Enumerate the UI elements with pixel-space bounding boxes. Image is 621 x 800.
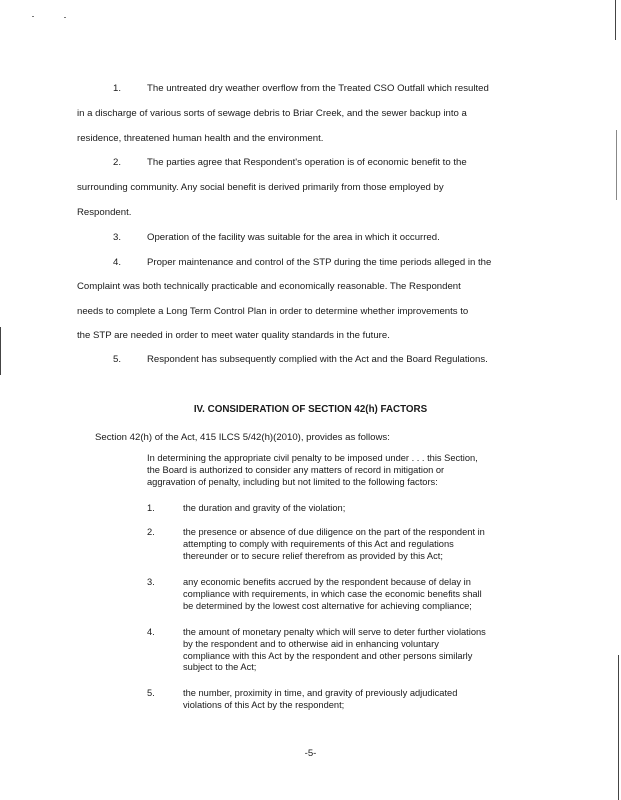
right-edge-mark (618, 655, 619, 800)
quote-intro (147, 453, 542, 488)
factor-line: the amount of monetary penalty which will serve to deter further violations (183, 627, 486, 637)
factor-text (183, 527, 543, 562)
intro-sentence: Section 42(h) of the Act, 415 ILCS 5/42(h)(2010), provides as follows: (95, 432, 390, 443)
factor-line: any economic benefits accrued by the respondent because of delay in (183, 577, 471, 587)
finding-text-line: needs to complete a Long Term Control Plan in order to determine whether improvements to (77, 306, 469, 317)
factor-line: the number, proximity in time, and gravity of previously adjudicated (183, 688, 458, 698)
finding-text-line: The untreated dry weather overflow from the Treated CSO Outfall which resulted (147, 83, 489, 94)
quote-intro-line: In determining the appropriate civil penalty to be imposed under . . . this Section, (147, 453, 478, 463)
factor-number: 1. (147, 503, 155, 513)
page-number: -5- (304, 748, 317, 759)
finding-number: 4. (113, 257, 122, 268)
factor-text (183, 503, 543, 515)
factor-line: the presence or absence of due diligence on the part of the respondent in (183, 527, 485, 537)
finding-text-line: Proper maintenance and control of the STP during the time periods alleged in the (147, 257, 492, 268)
factor-line: violations of this Act by the respondent; (183, 699, 345, 710)
finding-text-line: Respondent has subsequently complied with the Act and the Board Regulations. (147, 354, 488, 365)
quote-intro-line: aggravation of penalty, including but not limited to the following factors: (147, 476, 438, 487)
finding-number: 3. (113, 232, 122, 243)
factor-text (183, 577, 543, 612)
factor-line: compliance with this Act by the respondent and other persons similarly (183, 650, 473, 661)
factor-line: thereunder or to secure relief therefrom as provided by this Act; (183, 550, 443, 561)
factor-number: 2. (147, 527, 155, 537)
factor-number: 5. (147, 688, 155, 698)
finding-text-line: residence, threatened human health and the environment. (77, 133, 324, 144)
finding-number: 5. (113, 354, 122, 365)
finding-text-line: in a discharge of various sorts of sewage debris to Briar Creek, and the sewer backup into a (77, 108, 467, 119)
factor-number: 4. (147, 627, 155, 637)
factor-text (183, 688, 543, 712)
finding-text-line: Operation of the facility was suitable for the area in which it occurred. (147, 232, 440, 243)
factor-line: by the respondent and to otherwise aid in enhancing voluntary (183, 638, 439, 649)
factor-line: subject to the Act; (183, 662, 257, 673)
factor-text (183, 627, 543, 674)
finding-text-line: Complaint was both technically practicable and economically reasonable. The Respondent (77, 281, 461, 292)
factor-line: be determined by the lowest cost alternative for achieving compliance; (183, 600, 472, 611)
factor-line: the duration and gravity of the violation; (183, 503, 346, 513)
right-edge-mark (615, 0, 616, 40)
scan-speck (32, 16, 34, 17)
finding-text-line: The parties agree that Respondent's operation is of economic benefit to the (147, 157, 467, 168)
factor-line: compliance with requirements, in which case the economic benefits shall (183, 588, 482, 599)
quote-intro-line: the Board is authorized to consider any matters of record in mitigation or (147, 464, 445, 475)
section-heading: IV. CONSIDERATION OF SECTION 42(h) FACTORS (193, 404, 428, 415)
factor-number: 3. (147, 577, 155, 587)
factor-line: attempting to comply with requirements of this Act and regulations (183, 538, 454, 549)
left-edge-mark (0, 327, 1, 375)
finding-text-line: Respondent. (77, 207, 132, 218)
finding-number: 1. (113, 83, 122, 94)
finding-text-line: surrounding community. Any social benefit is derived primarily from those employed by (77, 182, 444, 193)
scan-speck (64, 17, 66, 18)
finding-number: 2. (113, 157, 122, 168)
finding-text-line: the STP are needed in order to meet water quality standards in the future. (77, 330, 390, 341)
